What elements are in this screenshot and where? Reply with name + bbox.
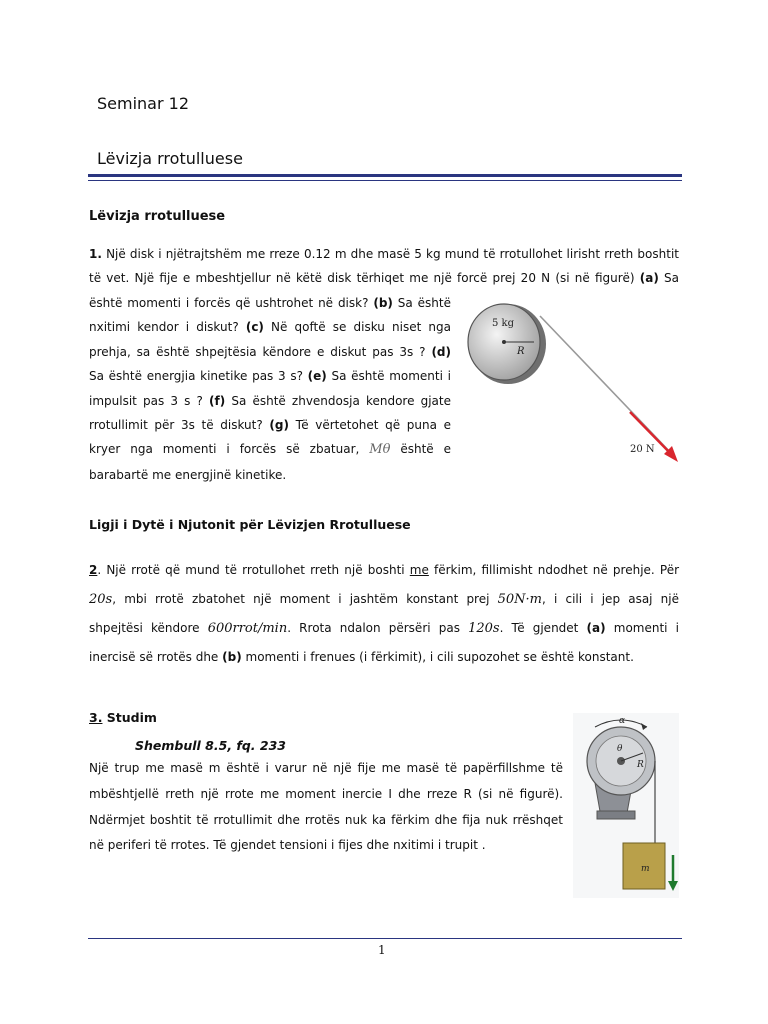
seminar-title: Seminar 12 (97, 94, 189, 113)
figure-disk-diagram (462, 294, 688, 470)
footer-rule (88, 938, 682, 939)
problem1-number: 1. (89, 247, 102, 261)
pulley-radius-label: R (637, 760, 644, 770)
theta-label: θ (617, 744, 623, 754)
page-number: 1 (378, 943, 386, 957)
force-label: 20 N (630, 444, 655, 455)
header-rule-thick (88, 174, 682, 177)
section3-heading: 3. Studim (89, 710, 157, 725)
figure-pulley-diagram (573, 713, 679, 898)
problem1-wrapped-lines: është momenti i forcës që ushtrohet në disk? (b) Sa është nxitimi kendor i diskut? (c) Në qoftë se disku niset nga prehja, sa është shpejtësia këndore e diskut pas 3s ? (d) Sa është energjia kinetike pas 3 s? (e) Sa është momenti i impulsit pas 3 s ? (f) Sa është zhvendosja kendore gjate rrotullimit për 3s të diskut? (g) Të vërtetohet që puna e kryer nga momenti i forcës së zbatuar, Mθ është e barabartë me energjinë kinetike. (89, 296, 452, 482)
section2-heading: Ligji i Dytë i Njutonit për Lëvizjen Rrotulluese (89, 517, 411, 532)
section1-heading: Lëvizja rrotulluese (89, 209, 226, 224)
disk-axle (502, 340, 506, 344)
alpha-label: α (619, 716, 626, 726)
problem3: Një trup me masë m është i varur në një fije me masë të papërfillshme të mbështjellë rreth një rrote me moment inercie I dhe rreze R (si në figurë). Ndërmjet boshtit të rrotullimit dhe rrotës nuk ka fërkim dhe fija nuk rrëshqet në periferi të rrotes. Të gjendet tensioni i fijes dhe nxitimi i trupit . (89, 761, 563, 853)
bracket-base (597, 811, 635, 819)
block-mass-label: m (641, 864, 650, 874)
mass-label: 5 kg (492, 318, 515, 329)
example-reference: Shembull 8.5, fq. 233 (135, 738, 286, 753)
problem2: 2. Një rrotë që mund të rrotullohet rreth një boshti me fërkim, fillimisht ndodhet në prehje. Për 20s, mbi rrotë zbatohet një moment i jashtëm konstant prej 50N·m, i cili i jep asaj një shpejtësi këndore 600rrot/min. Rrota ndalon përsëri pas 120s. Të gjendet (a) momenti i inercisë së rrotës dhe (b) momenti i frenues (i fërkimit), i cili supozohet se është konstant. (89, 563, 680, 664)
problem1-full-lines: 1. Një disk i njëtrajtshëm me rreze 0.12 m dhe masë 5 kg mund të rrotullohet lirisht rreth boshtit të vet. Një fije e mbeshtjellur në këtë disk tërhiqet me një forcë prej 20 N (si në figurë) (a) Sa (89, 247, 679, 286)
problem2-number: 2 (89, 563, 98, 577)
chapter-title: Lëvizja rrotulluese (97, 149, 243, 168)
radius-label: R (517, 346, 525, 357)
header-rule-thin (88, 180, 682, 181)
